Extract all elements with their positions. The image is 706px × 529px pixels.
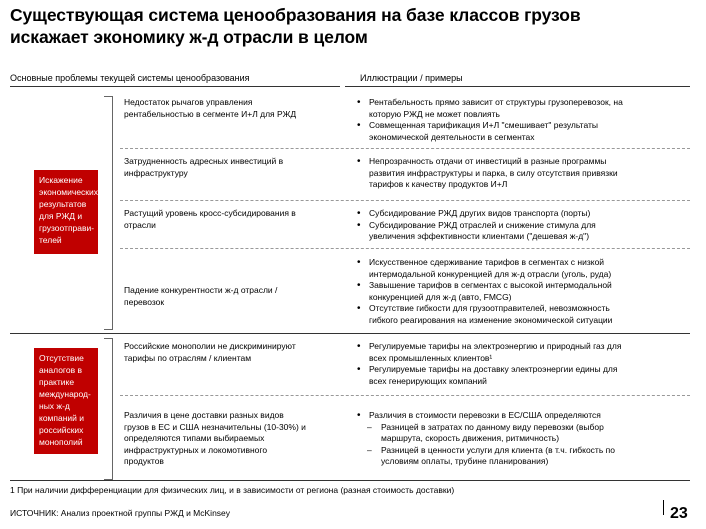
bullet-line: • Непрозрачность отдачи от инвестиций в разные программы [369,156,607,166]
bullet-line: развития инфраструктуры и парка, в силу отсутствия привязки [369,167,618,178]
dash-line: – Разницей в затратах по данному виду перевозки (выбор [381,421,604,432]
bullet-item [357,410,687,422]
bullet-line: • Регулируемые тарифы на доставку электроэнергии едины для [369,364,618,374]
bullet-line: всех генерирующих компаний [369,375,487,386]
bullet-item [357,280,687,303]
issue-line: определяются типами выбираемых [124,433,265,443]
footnote: 1 При наличии дифференциации для физических лиц, и в зависимости от региона (разная стоимость доставки) [10,485,455,495]
issue-line: Падение конкурентности ж-д отрасли / [124,285,278,295]
issue-management-levers [124,97,354,120]
bullet-item [357,303,687,326]
group-label-line: Искажение [39,175,83,185]
issue-line: инфраструктуру [124,167,188,178]
title-line-1: Существующая система ценообразования на базе классов грузов [10,5,581,25]
bullet-line: конкуренцией для ж-д (авто, FMCG) [369,291,512,302]
illustration-cross-subsidy [357,208,687,243]
issue-cross-subsidy [124,208,354,231]
bullet-item [357,364,687,387]
bullet-item [357,220,687,243]
group-label-line: российских [39,425,84,435]
bullet-line: • Субсидирование РЖД отраслей и снижение стимула для [369,219,596,230]
row-separator [120,395,690,396]
bullet-line: тарифов к качеству продуктов И+Л [369,179,508,189]
bullet-line: • Искусственное сдерживание тарифов в сегментах с низкой [369,257,605,267]
group-label-line: телей [39,235,62,245]
bullet-line: • Завышение тарифов в сегментах с высокой интермодальной [369,280,612,290]
illustration-delivery-price [357,410,687,468]
illustration-targeted-investment [357,156,687,191]
bullet-line: интермодальной конкуренцией для ж-д отрасли (уголь, руда) [369,268,612,279]
bullet-item [357,341,687,364]
bullet-line: • Субсидирование РЖД других видов транспорта (порты) [369,208,591,218]
row-separator [120,200,690,201]
page-number-divider [663,500,664,515]
bullet-item [357,97,687,120]
group-label-distortion [34,170,98,254]
issue-line: Растущий уровень кросс-субсидирования в [124,208,296,218]
issue-delivery-price [124,410,354,468]
page-title [10,4,610,48]
group-label-line: Отсутствие [39,353,84,363]
bullet-item [357,257,687,280]
group-label-line: международ- [39,389,91,399]
source-note: ИСТОЧНИК: Анализ проектной группы РЖД и McKinsey [10,508,231,518]
issue-line: Российские монополии не дискриминируют [124,341,296,351]
bullet-line: • Регулируемые тарифы на электроэнергию и природный газ для [369,341,622,351]
bullet-line: экономической деятельности в сегментах [369,131,535,142]
group-label-line: результатов [39,199,87,209]
right-header-rule [345,86,690,87]
issue-competitiveness [124,285,354,308]
bullet-line: • Совмещенная тарификация И+Л "смешивает" результаты [369,120,598,130]
bullet-line: гибкого реагирования на изменение экономической ситуации [369,314,613,325]
dash-line: условиям оплаты, трубине планирования) [381,456,549,466]
bullet-line: увеличения эффективности клиентами ("дешевая ж-д") [369,231,590,241]
group-label-line: для РЖД и [39,211,83,221]
group-label-line: экономических [39,187,99,197]
bullet-line: • Отсутствие гибкости для грузоотправителей, невозможность [369,303,610,313]
issue-line: рентабельностью в сегменте И+Л для РЖД [124,108,297,119]
group-label-line: монополий [39,437,83,447]
title-line-2: искажает экономику ж-д отрасли в целом [10,27,368,47]
group-bracket-no-analogs [104,338,113,480]
group-label-line: аналогов в [39,365,82,375]
table-bottom-rule [10,480,690,481]
row-separator [120,148,690,149]
issue-line: Недостаток рычагов управления [124,97,253,107]
issue-line: продуктов [124,456,164,466]
dash-item [357,445,687,468]
issue-line: инфраструктурных и локомотивного [124,444,268,455]
illustration-monopolies [357,341,687,387]
bullet-item [357,156,687,191]
group-label-no-analogs [34,348,98,454]
bullet-item [357,208,687,220]
issue-line: Затрудненность адресных инвестиций в [124,156,284,166]
bullet-line: • Различия в стоимости перевозки в ЕС/США определяются [369,410,601,420]
illustration-competitiveness [357,257,687,326]
left-column-header: Основные проблемы текущей системы ценообразования [10,73,250,83]
dash-line: маршрута, скорость движения, ритмичность) [381,433,560,443]
issue-line: Различия в цене доставки разных видов [124,410,284,420]
bullet-line: всех промышленных клиентов¹ [369,352,493,363]
issue-targeted-investment [124,156,354,179]
row-separator [120,248,690,249]
issue-monopolies [124,341,354,364]
dash-item [357,422,687,445]
group-label-line: ных ж-д [39,401,70,411]
issue-line: перевозок [124,296,165,307]
page-number: 23 [670,505,688,522]
issue-line: отрасли [124,219,156,230]
left-header-rule [10,86,340,87]
group-label-line: компаний и [39,413,85,423]
bullet-line: которую РЖД не может повлиять [369,108,500,119]
bullet-line: • Рентабельность прямо зависит от структуры грузоперевозок, на [369,97,623,107]
dash-line: – Разницей в ценности услуги для клиента (в т.ч. гибкость по [381,444,615,455]
bullet-item [357,120,687,143]
group-bracket-distortion [104,96,113,330]
group-label-line: практике [39,377,75,387]
right-column-header: Иллюстрации / примеры [360,73,463,83]
issue-line: грузов в ЕС и США незначительны (10-30%) и [124,421,306,432]
group-label-line: грузоотправи- [39,223,95,233]
illustration-management-levers [357,97,687,143]
group-separator [10,333,690,334]
issue-line: тарифы по отраслям / клиентам [124,352,252,363]
